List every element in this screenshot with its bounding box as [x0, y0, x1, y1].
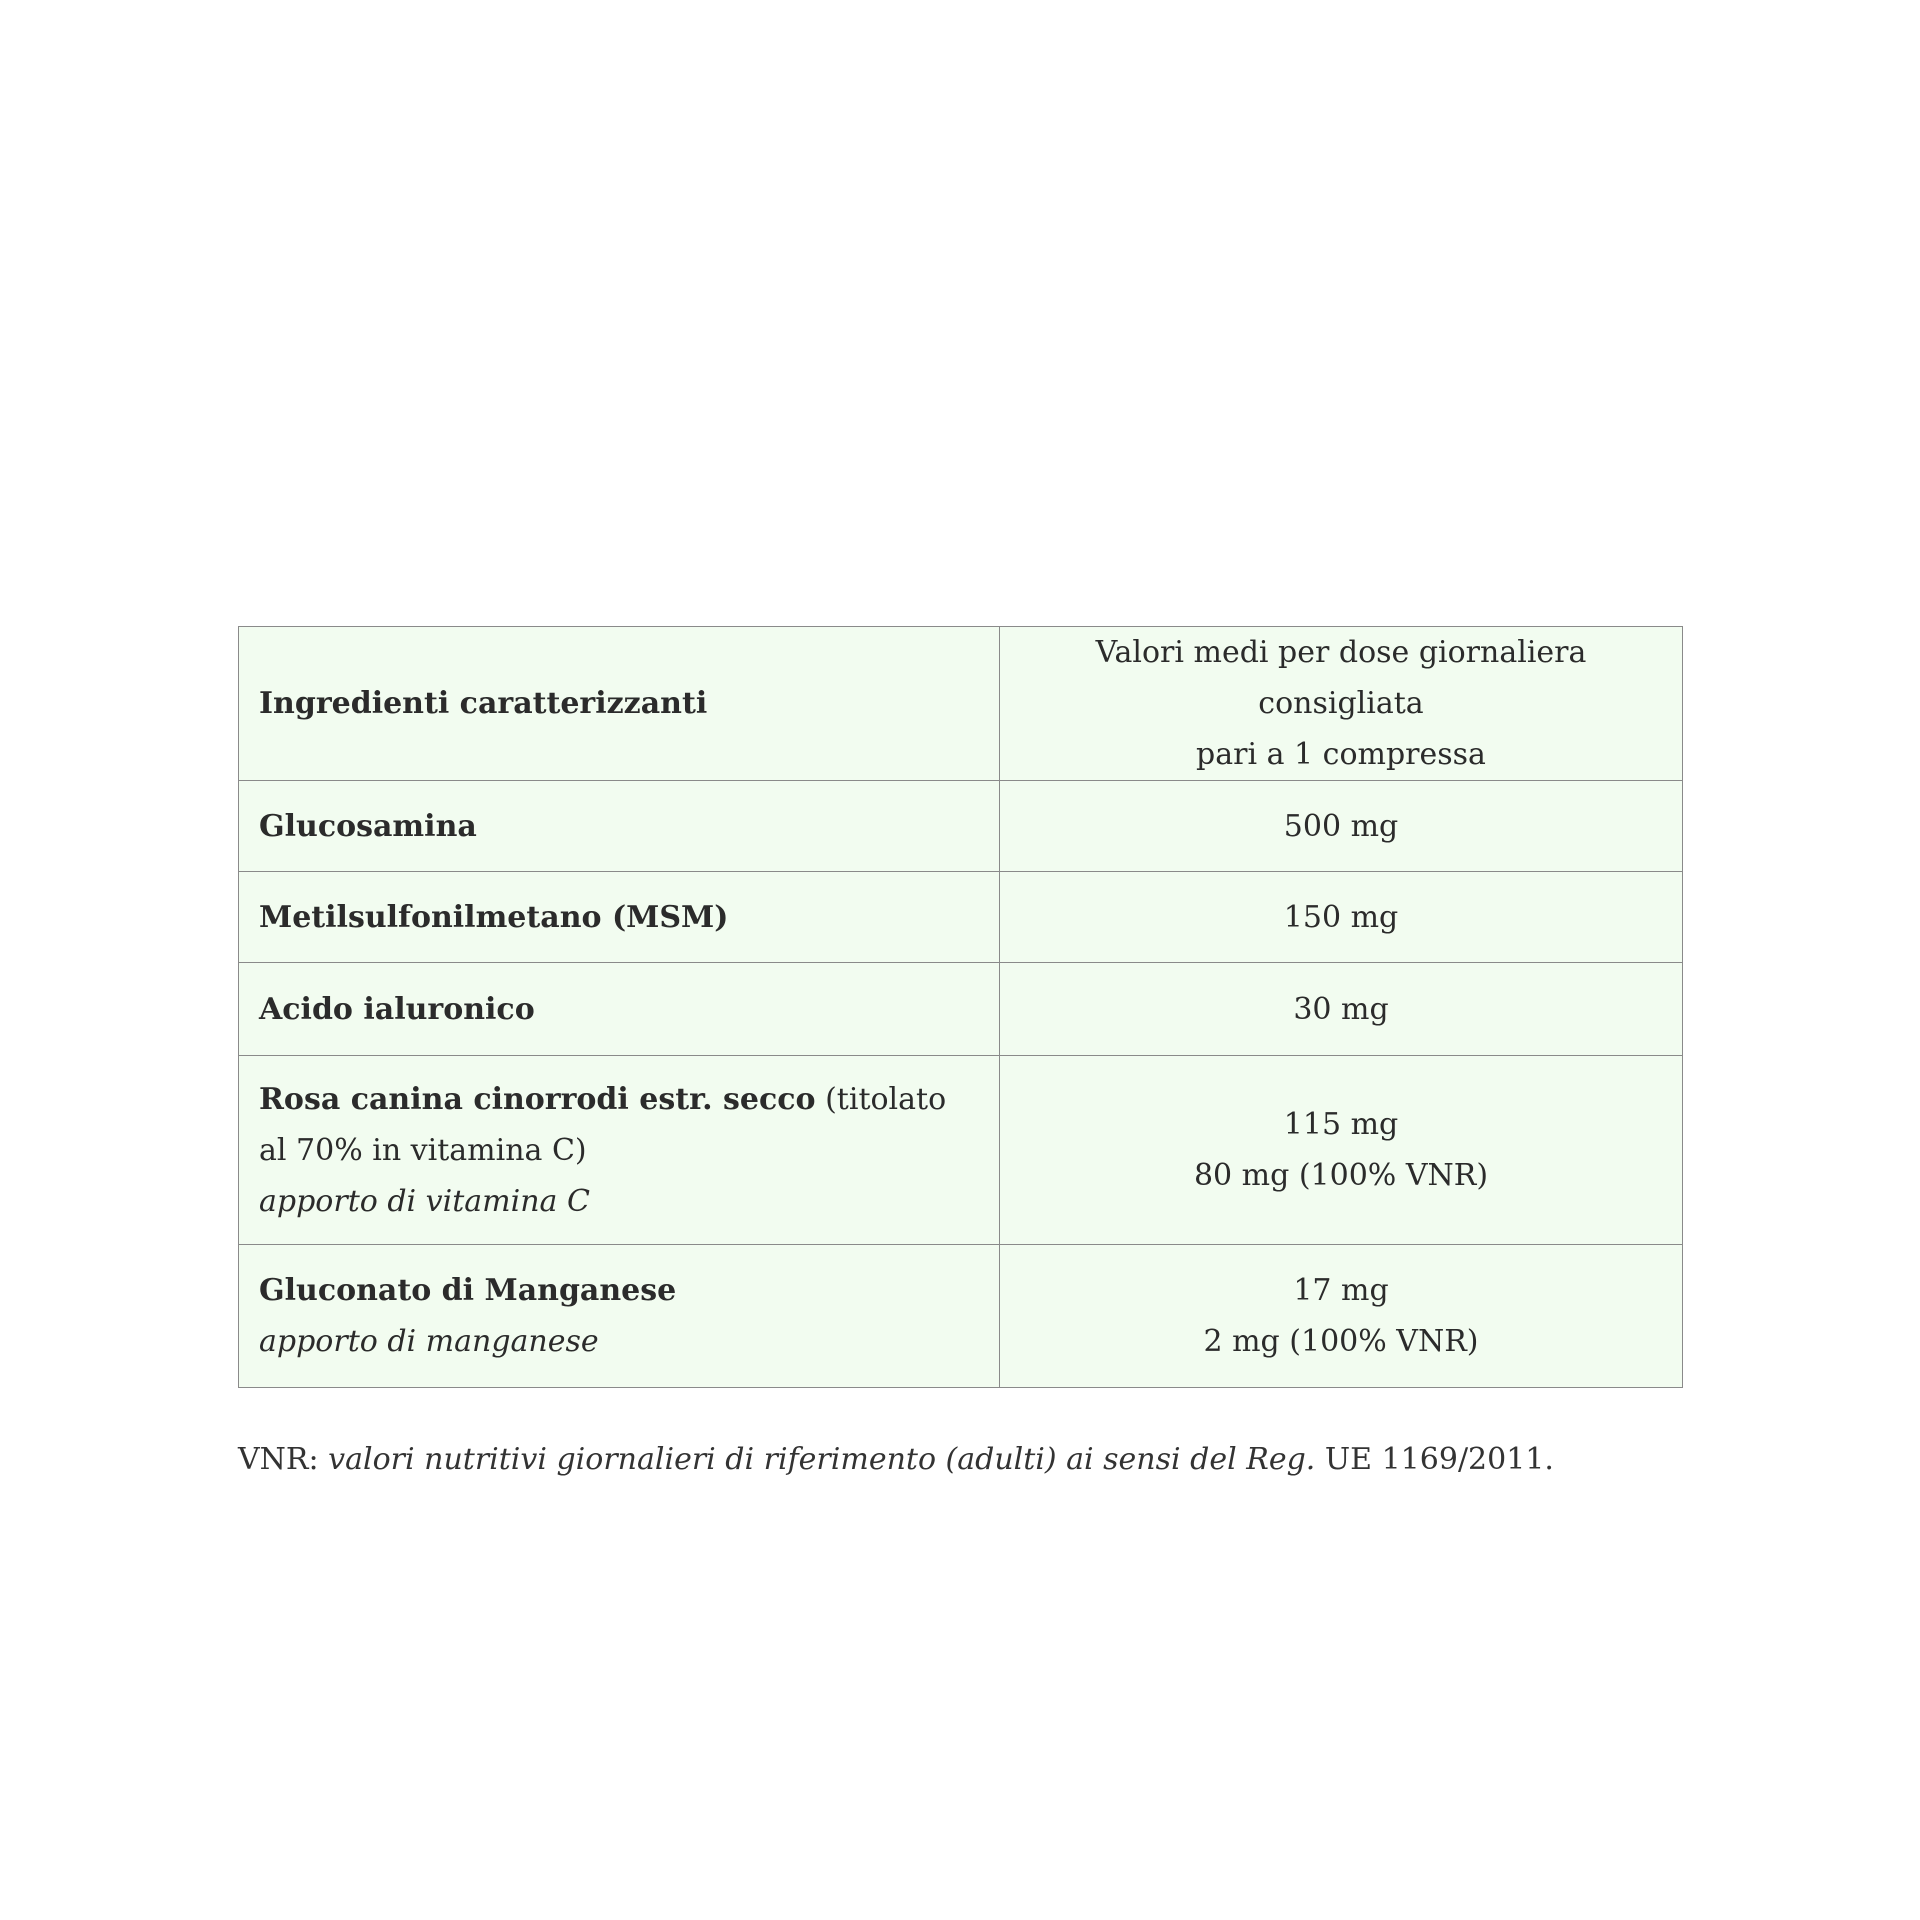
header-values-cell [1000, 627, 1683, 781]
ingredient-value: 17 mg [1293, 1273, 1389, 1308]
ingredient-cell [239, 1245, 1000, 1388]
ingredient-sub: apporto di manganese [259, 1324, 599, 1359]
value-cell [1000, 781, 1683, 872]
header-ingredients-cell [239, 627, 1000, 781]
value-cell [1000, 872, 1683, 963]
ingredient-name: Metilsulfonilmetano (MSM) [259, 899, 729, 935]
value-cell [1000, 963, 1683, 1056]
ingredient-name: Gluconato di Manganese [259, 1273, 677, 1308]
table-row [239, 872, 1683, 963]
ingredient-name: Acido ialuronico [259, 991, 535, 1027]
header-values-line1: Valori medi per dose giornaliera consigliata [1095, 635, 1587, 721]
ingredient-name-note-line2: al 70% in vitamina C) [259, 1132, 587, 1168]
footnote-reg: UE 1169/2011. [1324, 1442, 1554, 1477]
value-cell [1000, 1245, 1683, 1388]
ingredient-cell [239, 963, 1000, 1056]
ingredient-value: 150 mg [1283, 899, 1399, 935]
table-row [239, 781, 1683, 872]
table-row [239, 1245, 1683, 1388]
ingredient-value: 30 mg [1293, 991, 1389, 1027]
ingredient-value: 500 mg [1283, 808, 1399, 844]
header-ingredients-label: Ingredienti caratterizzanti [259, 686, 708, 721]
ingredient-sub-value: 2 mg (100% VNR) [1203, 1324, 1479, 1359]
ingredient-sub: apporto di vitamina C [259, 1183, 590, 1219]
footnote-abbr: VNR: [238, 1442, 329, 1477]
ingredient-name-note: (titolato [815, 1081, 947, 1117]
ingredient-name: Glucosamina [259, 808, 477, 844]
table-row [239, 963, 1683, 1056]
footnote [238, 1440, 1683, 1480]
ingredient-cell [239, 781, 1000, 872]
table-header-row [239, 627, 1683, 781]
footnote-text: valori nutritivi giornalieri di riferimento (adulti) ai sensi del Reg. [328, 1442, 1325, 1477]
table-row [239, 1056, 1683, 1245]
header-values-line2: pari a 1 compressa [1196, 737, 1486, 772]
value-cell [1000, 1056, 1683, 1245]
nutrition-section [238, 626, 1683, 1480]
nutrition-table [238, 626, 1683, 1388]
ingredient-name-line [259, 1074, 979, 1125]
ingredient-cell [239, 1056, 1000, 1245]
ingredient-name: Rosa canina cinorrodi estr. secco [259, 1081, 816, 1117]
ingredient-value: 115 mg [1283, 1107, 1399, 1142]
ingredient-cell [239, 872, 1000, 963]
ingredient-sub-value: 80 mg (100% VNR) [1193, 1158, 1489, 1193]
